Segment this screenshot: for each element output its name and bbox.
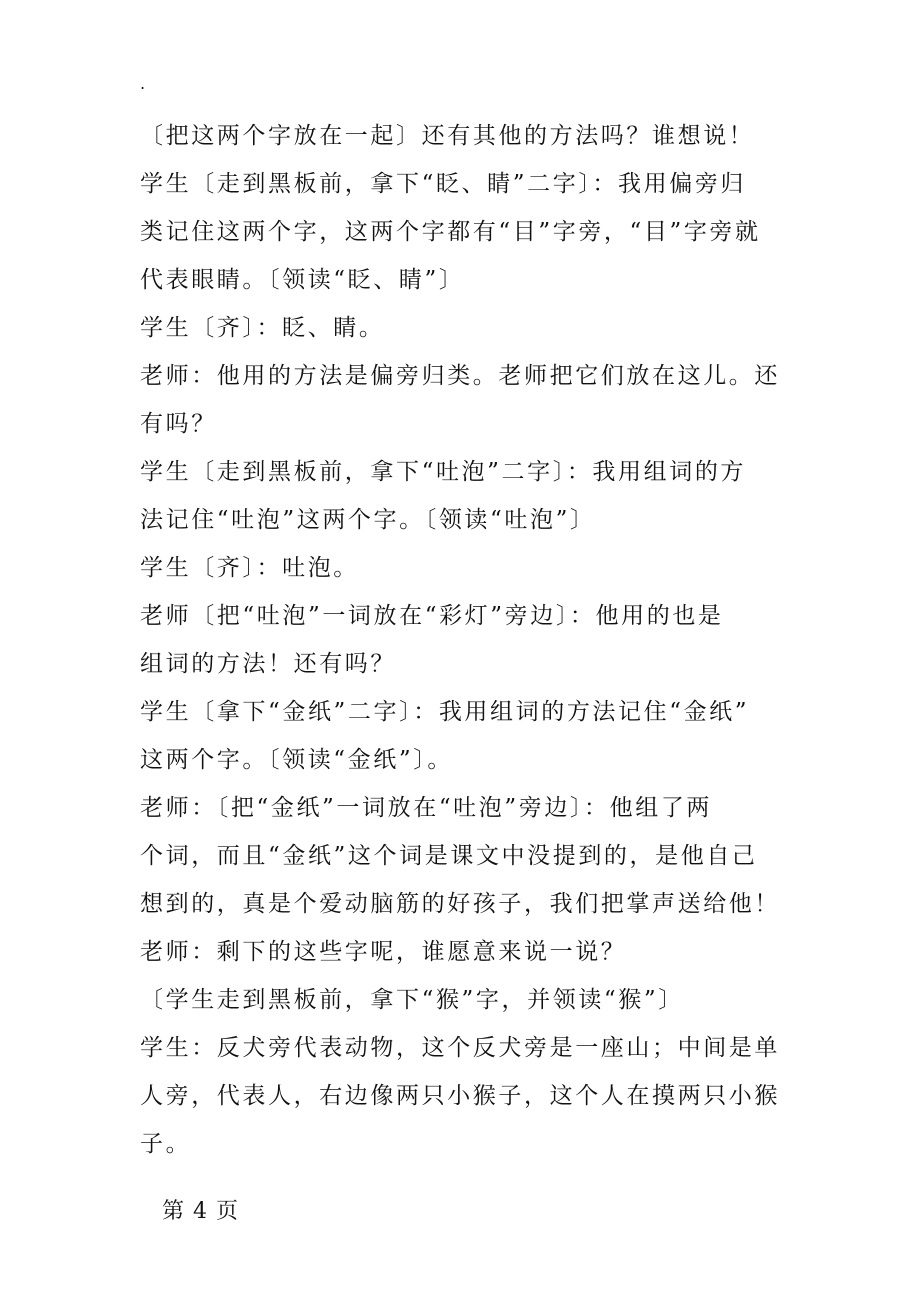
page-number: 第 4 页 [162,1199,239,1224]
text-line: 人旁，代表人，右边像两只小猴子，这个人在摸两只小猴 [140,1083,780,1109]
text-line: 老师〔把“吐泡”一词放在“彩灯”旁边〕：他用的也是 [140,603,724,629]
text-line: 学生〔走到黑板前，拿下“吐泡”二字〕：我用组词的方 [140,459,747,485]
text-line: 〔把这两个字放在一起〕还有其他的方法吗？谁想说！ [140,123,755,149]
text-line: 学生：反犬旁代表动物，这个反犬旁是一座山；中间是单 [140,1035,780,1061]
text-line: 老师：剩下的这些字呢，谁愿意来说一说？ [140,939,627,965]
text-line: 老师：〔把“金纸”一词放在“吐泡”旁边〕：他组了两 [140,795,713,821]
text-line: 想到的，真是个爱动脑筋的好孩子，我们把掌声送给他！ [140,891,780,917]
text-line: 〔学生走到黑板前，拿下“猴”字，并领读“猴”〕 [140,987,684,1013]
text-line: 组词的方法！还有吗？ [140,651,396,677]
text-line: 子。 [140,1131,192,1157]
text-line: 代表眼睛。〔领读“眨、睛”〕 [140,267,465,293]
text-line: 类记住这两个字，这两个字都有“目”字旁，“目”字旁就 [140,219,761,245]
text-line: 法记住“吐泡”这两个字。〔领读“吐泡”〕 [140,507,596,533]
text-line: 有吗？ [140,411,217,437]
text-line: 老师：他用的方法是偏旁归类。老师把它们放在这儿。还 [140,363,780,389]
top-dot-mark: . [140,74,146,93]
text-line: 这两个字。〔领读“金纸”〕。 [140,747,453,773]
body-text [140,112,780,1168]
text-line: 学生〔齐〕：吐泡。 [140,555,359,581]
text-line: 学生〔齐〕：眨、睛。 [140,315,385,341]
text-line: 个词，而且“金纸”这个词是课文中没提到的，是他自己 [140,843,758,869]
text-line: 学生〔拿下“金纸”二字〕：我用组词的方法记住“金纸” [140,699,750,725]
text-line: 学生〔走到黑板前，拿下“眨、睛”二字〕：我用偏旁归 [140,171,747,197]
